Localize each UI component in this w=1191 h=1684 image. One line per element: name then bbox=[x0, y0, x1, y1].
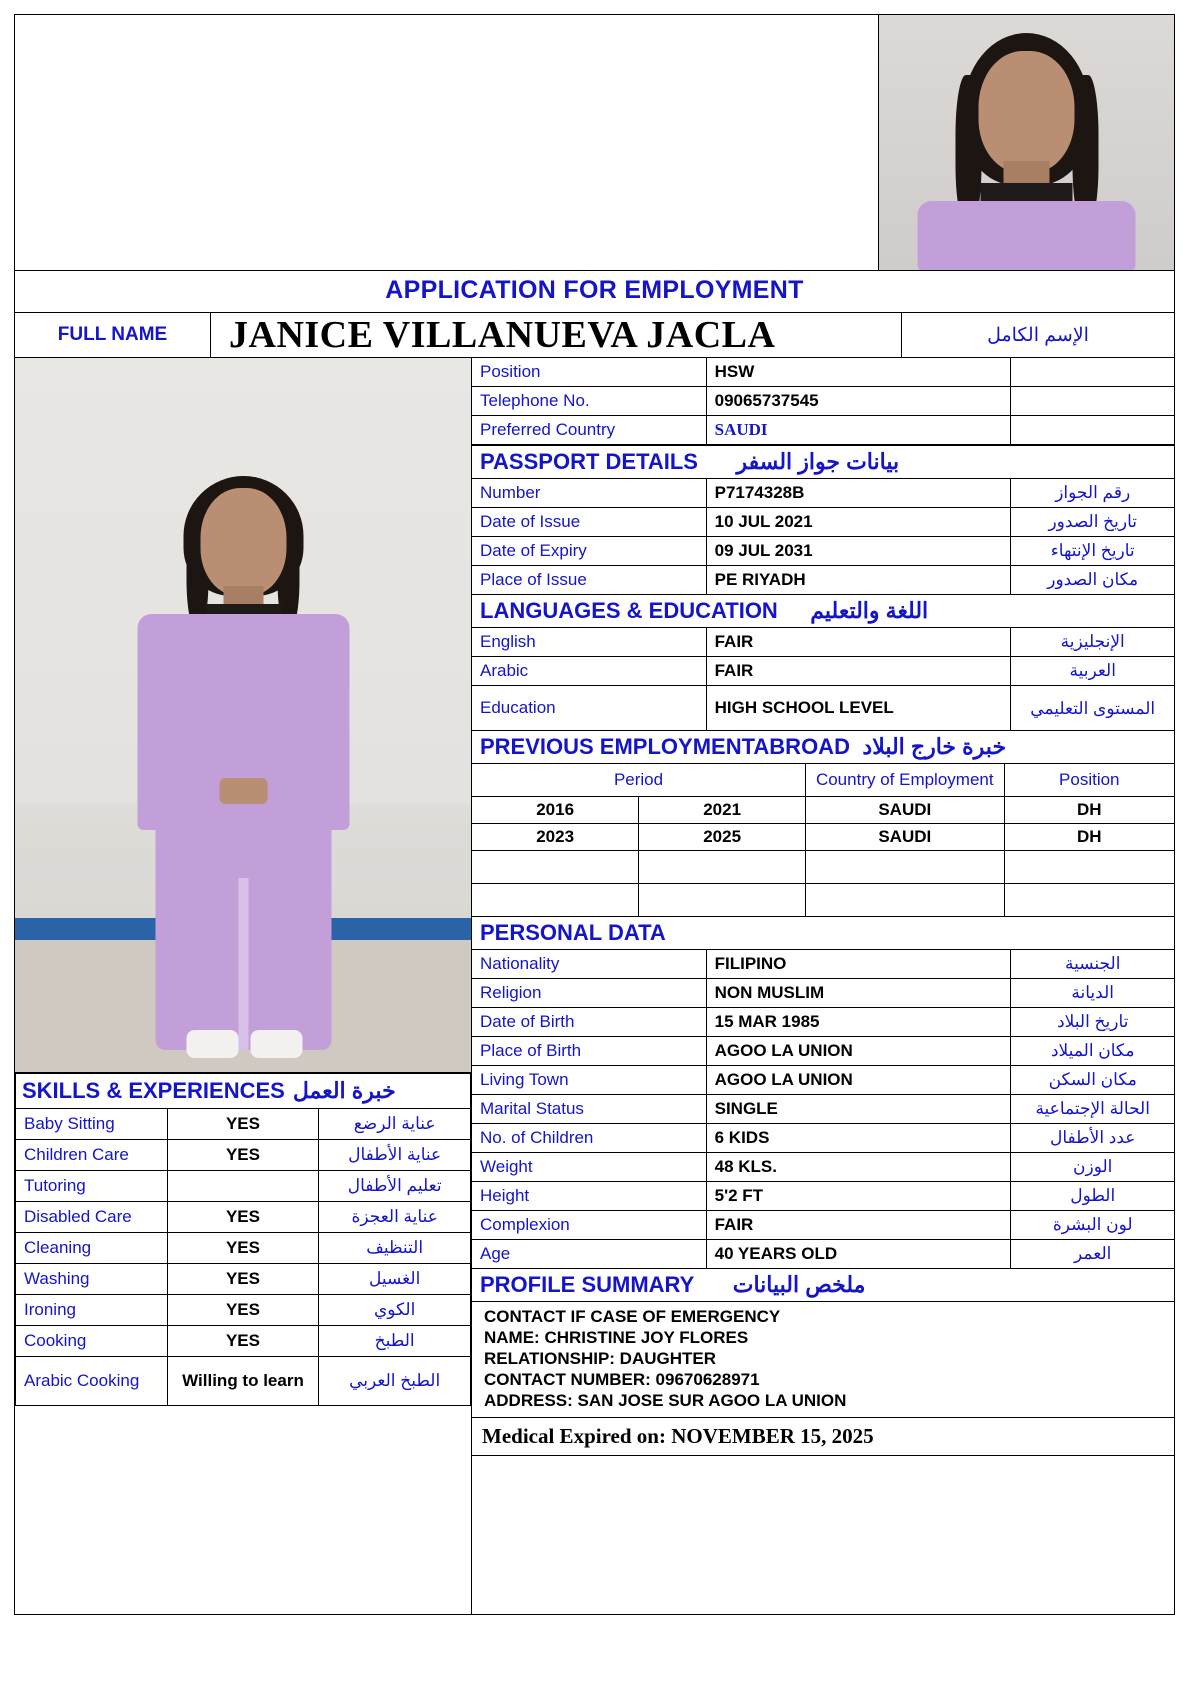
skill-value: YES bbox=[167, 1295, 319, 1326]
passport-label-place: Place of Issue bbox=[472, 566, 706, 595]
passport-arabic-expiry: تاريخ الإنتهاء bbox=[1011, 537, 1174, 566]
personal-label-nationality: Nationality bbox=[472, 950, 706, 979]
table-row bbox=[472, 1095, 1174, 1124]
form-body bbox=[15, 358, 1174, 1614]
language-label-education: Education bbox=[472, 686, 706, 731]
skill-value: YES bbox=[167, 1202, 319, 1233]
skill-label: Disabled Care bbox=[16, 1202, 168, 1233]
passport-arabic-place: مكان الصدور bbox=[1011, 566, 1174, 595]
personal-label-age: Age bbox=[472, 1240, 706, 1269]
passport-arabic-number: رقم الجواز bbox=[1011, 479, 1174, 508]
table-row bbox=[16, 1140, 471, 1171]
field-value-position: HSW bbox=[706, 358, 1011, 387]
employment-from: 2016 bbox=[472, 797, 639, 824]
profile-line: NAME: CHRISTINE JOY FLORES bbox=[484, 1328, 749, 1347]
personal-value-religion: NON MUSLIM bbox=[706, 979, 1011, 1008]
personal-value-age: 40 YEARS OLD bbox=[706, 1240, 1011, 1269]
profile-line: CONTACT IF CASE OF EMERGENCY bbox=[484, 1307, 781, 1326]
skill-value: YES bbox=[167, 1140, 319, 1171]
employment-country: SAUDI bbox=[806, 824, 1005, 851]
header-blank-area bbox=[15, 15, 879, 270]
skill-label: Cleaning bbox=[16, 1233, 168, 1264]
table-row bbox=[472, 851, 1174, 884]
table-row bbox=[472, 628, 1174, 657]
language-arabic-english: الإنجليزية bbox=[1011, 628, 1174, 657]
personal-label-children: No. of Children bbox=[472, 1124, 706, 1153]
field-value-preferred-country: SAUDI bbox=[706, 416, 1011, 445]
field-arabic-telephone bbox=[1011, 387, 1174, 416]
table-header-row bbox=[472, 764, 1174, 797]
skill-label-arabic: الغسيل bbox=[319, 1264, 471, 1295]
personal-value-living-town: AGOO LA UNION bbox=[706, 1066, 1011, 1095]
language-value-arabic: FAIR bbox=[706, 657, 1011, 686]
personal-value-height: 5'2 FT bbox=[706, 1182, 1011, 1211]
personal-label-height: Height bbox=[472, 1182, 706, 1211]
applicant-headshot-photo bbox=[879, 15, 1174, 270]
profile-line: RELATIONSHIP: DAUGHTER bbox=[484, 1349, 717, 1368]
table-row bbox=[472, 1037, 1174, 1066]
table-row bbox=[472, 1008, 1174, 1037]
passport-value-number: P7174328B bbox=[706, 479, 1011, 508]
full-name-value: JANICE VILLANUEVA JACLA bbox=[211, 313, 902, 357]
profile-summary-section-header bbox=[472, 1269, 1174, 1302]
field-label-preferred-country: Preferred Country bbox=[472, 416, 706, 445]
table-row bbox=[16, 1233, 471, 1264]
employment-to: 2025 bbox=[639, 824, 806, 851]
table-row bbox=[472, 950, 1174, 979]
skill-value: Willing to learn bbox=[167, 1357, 319, 1406]
field-value-telephone: 09065737545 bbox=[706, 387, 1011, 416]
language-arabic-arabic: العربية bbox=[1011, 657, 1174, 686]
languages-table bbox=[472, 628, 1174, 731]
right-column-spacer bbox=[472, 1456, 1174, 1614]
skills-table bbox=[15, 1073, 471, 1406]
column-header-position: Position bbox=[1004, 764, 1174, 797]
employment-position bbox=[1004, 851, 1174, 884]
employment-to: 2021 bbox=[639, 797, 806, 824]
profile-summary-section-title-arabic: ملخص البيانات bbox=[732, 1272, 866, 1297]
table-row bbox=[472, 657, 1174, 686]
column-header-country: Country of Employment bbox=[806, 764, 1005, 797]
personal-label-dob: Date of Birth bbox=[472, 1008, 706, 1037]
table-row bbox=[16, 1326, 471, 1357]
personal-arabic-pob: مكان الميلاد bbox=[1011, 1037, 1174, 1066]
table-row bbox=[472, 1182, 1174, 1211]
table-row bbox=[16, 1357, 471, 1406]
skill-label: Arabic Cooking bbox=[16, 1357, 168, 1406]
field-arabic-position bbox=[1011, 358, 1174, 387]
skill-label-arabic: عناية العجزة bbox=[319, 1202, 471, 1233]
skill-label-arabic: الطبخ العربي bbox=[319, 1357, 471, 1406]
full-name-label: FULL NAME bbox=[15, 313, 211, 357]
personal-arabic-children: عدد الأطفال bbox=[1011, 1124, 1174, 1153]
skills-section-header bbox=[16, 1074, 471, 1109]
personal-arabic-marital-status: الحالة الإجتماعية bbox=[1011, 1095, 1174, 1124]
skill-label-arabic: تعليم الأطفال bbox=[319, 1171, 471, 1202]
language-value-english: FAIR bbox=[706, 628, 1011, 657]
employment-position: DH bbox=[1004, 824, 1174, 851]
right-column bbox=[472, 358, 1174, 1614]
skill-value: YES bbox=[167, 1109, 319, 1140]
passport-section-title-arabic: بيانات جواز السفر bbox=[736, 449, 900, 474]
table-row bbox=[472, 1124, 1174, 1153]
profile-summary-section-title: PROFILE SUMMARY bbox=[480, 1272, 695, 1297]
skills-section-title: SKILLS & EXPERIENCES bbox=[22, 1078, 285, 1103]
languages-section-header bbox=[472, 595, 1174, 628]
field-arabic-preferred-country bbox=[1011, 416, 1174, 445]
table-row bbox=[472, 1066, 1174, 1095]
languages-section-title-arabic: اللغة والتعليم bbox=[810, 598, 929, 623]
personal-value-children: 6 KIDS bbox=[706, 1124, 1011, 1153]
personal-arabic-living-town: مكان السكن bbox=[1011, 1066, 1174, 1095]
personal-arabic-height: الطول bbox=[1011, 1182, 1174, 1211]
personal-value-pob: AGOO LA UNION bbox=[706, 1037, 1011, 1066]
personal-value-weight: 48 KLS. bbox=[706, 1153, 1011, 1182]
employment-from bbox=[472, 884, 639, 917]
personal-label-pob: Place of Birth bbox=[472, 1037, 706, 1066]
employment-to bbox=[639, 884, 806, 917]
language-value-education: HIGH SCHOOL LEVEL bbox=[706, 686, 1011, 731]
employment-country: SAUDI bbox=[806, 797, 1005, 824]
table-row bbox=[472, 479, 1174, 508]
table-row bbox=[472, 358, 1174, 387]
table-row bbox=[472, 797, 1174, 824]
skill-value bbox=[167, 1171, 319, 1202]
table-row bbox=[472, 387, 1174, 416]
languages-section-title: LANGUAGES & EDUCATION bbox=[480, 598, 778, 623]
skill-value: YES bbox=[167, 1233, 319, 1264]
personal-value-dob: 15 MAR 1985 bbox=[706, 1008, 1011, 1037]
employment-from: 2023 bbox=[472, 824, 639, 851]
table-row bbox=[16, 1295, 471, 1326]
page-title: APPLICATION FOR EMPLOYMENT bbox=[15, 270, 1174, 313]
personal-data-section-title: PERSONAL DATA bbox=[480, 920, 666, 945]
table-row bbox=[16, 1202, 471, 1233]
table-row bbox=[472, 508, 1174, 537]
field-label-telephone: Telephone No. bbox=[472, 387, 706, 416]
passport-label-expiry: Date of Expiry bbox=[472, 537, 706, 566]
full-name-label-arabic: الإسم الكامل bbox=[987, 324, 1089, 346]
employment-from bbox=[472, 851, 639, 884]
previous-employment-section-header bbox=[472, 731, 1174, 764]
table-row bbox=[472, 416, 1174, 445]
passport-label-issue: Date of Issue bbox=[472, 508, 706, 537]
personal-label-marital-status: Marital Status bbox=[472, 1095, 706, 1124]
skill-label: Washing bbox=[16, 1264, 168, 1295]
skill-label: Baby Sitting bbox=[16, 1109, 168, 1140]
applicant-fullbody-photo bbox=[15, 358, 471, 1073]
passport-section-header bbox=[472, 445, 1174, 479]
table-row bbox=[16, 1109, 471, 1140]
skills-section-title-arabic: خبرة العمل bbox=[292, 1078, 396, 1103]
profile-line: ADDRESS: SAN JOSE SUR AGOO LA UNION bbox=[484, 1391, 847, 1410]
table-row bbox=[472, 566, 1174, 595]
personal-label-weight: Weight bbox=[472, 1153, 706, 1182]
personal-value-nationality: FILIPINO bbox=[706, 950, 1011, 979]
medical-expiry-note: Medical Expired on: NOVEMBER 15, 2025 bbox=[472, 1418, 1174, 1456]
top-fields-table bbox=[472, 358, 1174, 445]
personal-data-section-header bbox=[472, 917, 1174, 950]
full-name-row bbox=[15, 313, 1174, 358]
skill-label-arabic: الكوي bbox=[319, 1295, 471, 1326]
table-row bbox=[472, 686, 1174, 731]
employment-to bbox=[639, 851, 806, 884]
column-header-period: Period bbox=[472, 764, 806, 797]
personal-label-complexion: Complexion bbox=[472, 1211, 706, 1240]
employment-country bbox=[806, 884, 1005, 917]
passport-label-number: Number bbox=[472, 479, 706, 508]
employment-country bbox=[806, 851, 1005, 884]
personal-arabic-age: العمر bbox=[1011, 1240, 1174, 1269]
personal-data-table bbox=[472, 950, 1174, 1269]
table-row bbox=[472, 1211, 1174, 1240]
language-label-english: English bbox=[472, 628, 706, 657]
table-row bbox=[472, 1153, 1174, 1182]
table-row bbox=[472, 884, 1174, 917]
skill-label: Children Care bbox=[16, 1140, 168, 1171]
personal-arabic-dob: تاريخ البلاد bbox=[1011, 1008, 1174, 1037]
passport-value-expiry: 09 JUL 2031 bbox=[706, 537, 1011, 566]
table-row bbox=[472, 824, 1174, 851]
previous-employment-section-title: PREVIOUS EMPLOYMENTABROAD bbox=[480, 734, 850, 759]
employment-position: DH bbox=[1004, 797, 1174, 824]
employment-position bbox=[1004, 884, 1174, 917]
passport-arabic-issue: تاريخ الصدور bbox=[1011, 508, 1174, 537]
profile-line: CONTACT NUMBER: 09670628971 bbox=[484, 1370, 760, 1389]
personal-arabic-weight: الوزن bbox=[1011, 1153, 1174, 1182]
table-row bbox=[16, 1171, 471, 1202]
personal-label-religion: Religion bbox=[472, 979, 706, 1008]
skill-label: Tutoring bbox=[16, 1171, 168, 1202]
skill-value: YES bbox=[167, 1326, 319, 1357]
header-band bbox=[15, 15, 1174, 270]
personal-arabic-religion: الديانة bbox=[1011, 979, 1174, 1008]
previous-employment-section-title-arabic: خبرة خارج البلاد bbox=[862, 734, 1007, 759]
skill-label-arabic: عناية الرضع bbox=[319, 1109, 471, 1140]
skill-label-arabic: عناية الأطفال bbox=[319, 1140, 471, 1171]
table-row bbox=[16, 1264, 471, 1295]
personal-value-complexion: FAIR bbox=[706, 1211, 1011, 1240]
personal-value-marital-status: SINGLE bbox=[706, 1095, 1011, 1124]
table-row bbox=[472, 1240, 1174, 1269]
passport-value-place: PE RIYADH bbox=[706, 566, 1011, 595]
skill-value: YES bbox=[167, 1264, 319, 1295]
field-label-position: Position bbox=[472, 358, 706, 387]
emergency-contact-block bbox=[472, 1302, 1174, 1418]
language-arabic-education: المستوى التعليمي bbox=[1011, 686, 1174, 731]
skill-label: Ironing bbox=[16, 1295, 168, 1326]
table-row bbox=[472, 979, 1174, 1008]
left-column bbox=[15, 358, 472, 1614]
passport-table bbox=[472, 479, 1174, 595]
passport-value-issue: 10 JUL 2021 bbox=[706, 508, 1011, 537]
personal-arabic-complexion: لون البشرة bbox=[1011, 1211, 1174, 1240]
skill-label-arabic: الطبخ bbox=[319, 1326, 471, 1357]
personal-arabic-nationality: الجنسية bbox=[1011, 950, 1174, 979]
skill-label-arabic: التنظيف bbox=[319, 1233, 471, 1264]
application-form bbox=[14, 14, 1175, 1615]
skill-label: Cooking bbox=[16, 1326, 168, 1357]
passport-section-title: PASSPORT DETAILS bbox=[480, 449, 698, 474]
language-label-arabic: Arabic bbox=[472, 657, 706, 686]
personal-label-living-town: Living Town bbox=[472, 1066, 706, 1095]
table-row bbox=[472, 537, 1174, 566]
previous-employment-table bbox=[472, 764, 1174, 917]
